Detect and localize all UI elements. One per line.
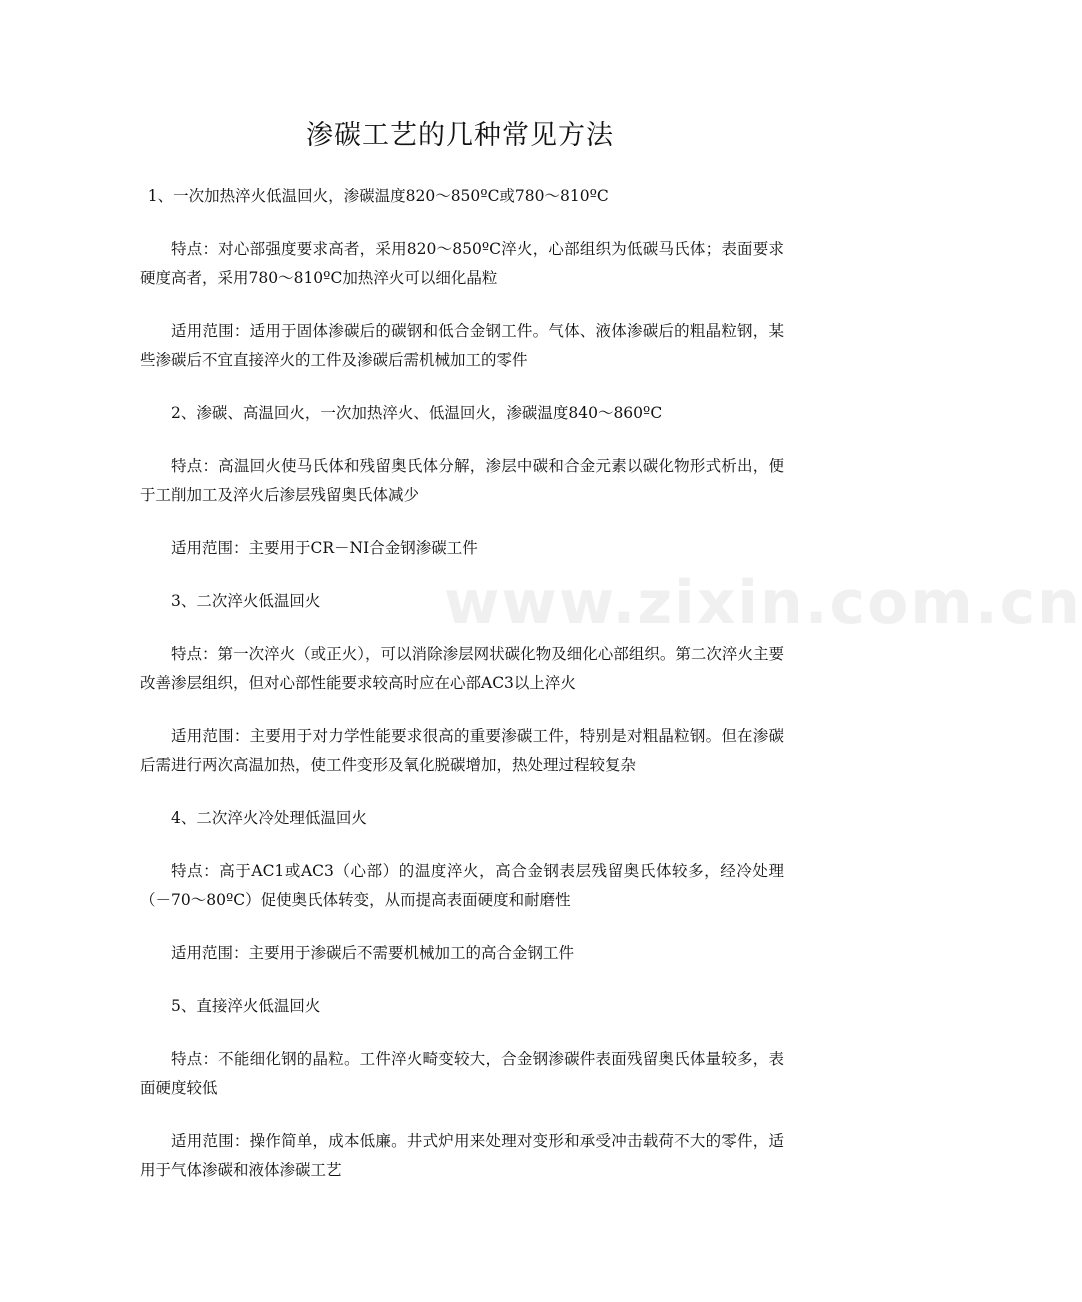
page-title: 渗碳工艺的几种常见方法 [306, 120, 614, 151]
section-4-heading: 4、二次淬火冷处理低温回火 [171, 809, 367, 827]
section-3-scope: 适用范围：主要用于对力学性能要求很高的重要渗碳工件，特别是对粗晶粒钢。但在渗碳后需进行两次高温加热，使工件变形及氧化脱碳增加，热处理过程较复杂 [140, 727, 784, 774]
section-2-features: 特点：高温回火使马氏体和残留奥氏体分解，渗层中碳和合金元素以碳化物形式析出，便于工削加工及淬火后渗层残留奥氏体减少 [140, 457, 784, 504]
section-2-heading: 2、渗碳、高温回火，一次加热淬火、低温回火，渗碳温度840～860ºC [171, 404, 663, 422]
section-3-heading: 3、二次淬火低温回火 [171, 592, 321, 610]
section-4-features: 特点：高于AC1或AC3（心部）的温度淬火，高合金钢表层残留奥氏体较多，经冷处理（－70～80ºC）促使奥氏体转变，从而提高表面硬度和耐磨性 [140, 862, 784, 909]
section-1-heading: 1、一次加热淬火低温回火，渗碳温度820～850ºC或780～810ºC [147, 187, 609, 205]
watermark: www.zixin.com.cn [444, 568, 1082, 638]
section-3-features: 特点：第一次淬火（或正火），可以消除渗层网状碳化物及细化心部组织。第二次淬火主要改善渗层组织，但对心部性能要求较高时应在心部AC3以上淬火 [140, 645, 784, 692]
section-1-features: 特点：对心部强度要求高者，采用820～850ºC淬火，心部组织为低碳马氏体；表面要求硬度高者，采用780～810ºC加热淬火可以细化晶粒 [140, 240, 784, 287]
section-2-scope: 适用范围：主要用于CR－NI合金钢渗碳工件 [171, 539, 478, 557]
document-body [140, 182, 784, 1185]
section-5-scope: 适用范围：操作简单，成本低廉。井式炉用来处理对变形和承受冲击载荷不大的零件，适用于气体渗碳和液体渗碳工艺 [140, 1132, 784, 1179]
section-4-scope: 适用范围：主要用于渗碳后不需要机械加工的高合金钢工件 [171, 944, 575, 962]
section-5-heading: 5、直接淬火低温回火 [171, 997, 321, 1015]
section-5-features: 特点：不能细化钢的晶粒。工件淬火畸变较大，合金钢渗碳件表面残留奥氏体量较多，表面硬度较低 [140, 1050, 784, 1097]
section-1-scope: 适用范围：适用于固体渗碳后的碳钢和低合金钢工件。气体、液体渗碳后的粗晶粒钢，某些渗碳后不宜直接淬火的工件及渗碳后需机械加工的零件 [140, 322, 784, 369]
